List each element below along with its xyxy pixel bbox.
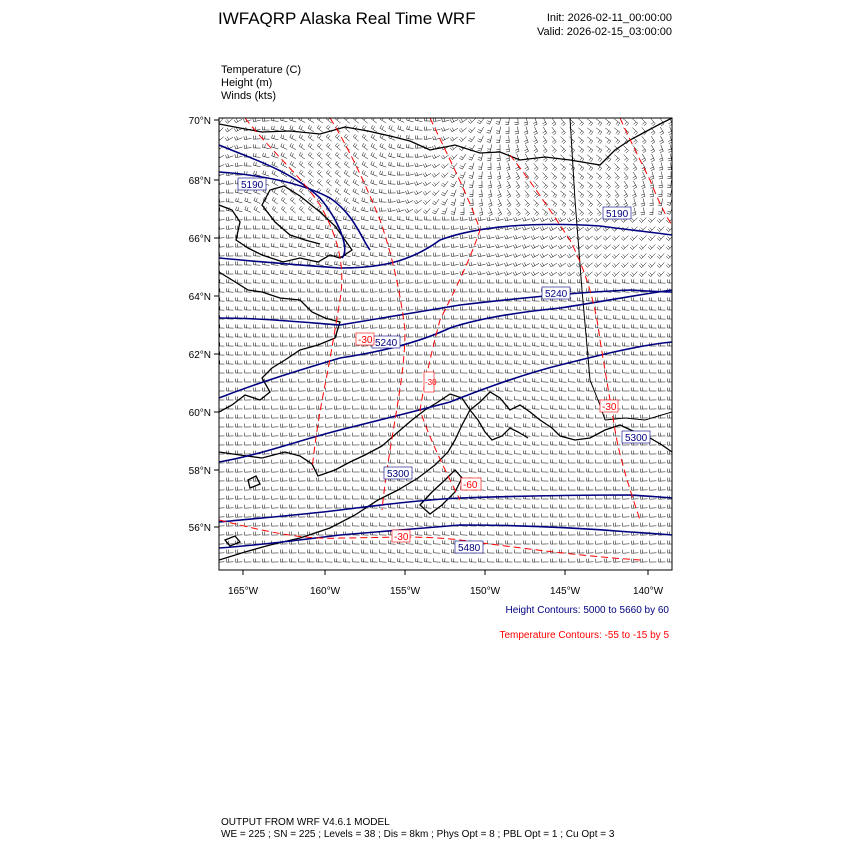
height-label: 5300 [625,433,648,444]
lat-label: 64°N [188,292,211,303]
lat-label: 56°N [188,523,211,534]
model-info-line1: OUTPUT FROM WRF V4.6.1 MODEL [221,817,390,828]
temperature-label: -30 [602,402,617,413]
temperature-label: -60 [463,480,478,491]
height-contours-note: Height Contours: 5000 to 5660 by 60 [505,605,669,616]
height-label: 5480 [458,543,481,554]
lat-label: 66°N [188,234,211,245]
height-label: 5300 [387,469,410,480]
temperature-label: -30 [425,378,437,387]
model-info-line2: WE = 225 ; SN = 225 ; Levels = 38 ; Dis = 8km ; Phys Opt = 8 ; PBL Opt = 1 ; Cu Opt = 3 [221,829,615,840]
lat-label: 62°N [188,350,211,361]
height-label: 5240 [545,289,568,300]
latitude-labels [189,116,211,534]
seward-peninsula-coast [219,186,352,262]
lon-label: 145°W [549,586,581,597]
init-time: Init: 2026-02-11_00:00:00 [546,12,672,24]
latitude-axis [214,120,219,527]
field-height-label: Height (m) [221,77,273,89]
island-2 [248,476,260,488]
temperature-label: -30 [358,335,373,346]
contour-labels [238,178,650,554]
lat-label: 68°N [188,176,211,187]
height-label: 5190 [606,209,629,220]
temperature-label: -30 [394,532,409,543]
lon-label: 155°W [389,586,421,597]
temperature-contours-note: Temperature Contours: -55 to -15 by 5 [499,630,669,641]
height-contours [219,145,672,548]
kodiak-island [420,470,462,514]
border-southeast [605,412,672,420]
lat-label: 58°N [188,466,211,477]
valid-time: Valid: 2026-02-15_03:00:00 [537,26,672,38]
lon-label: 150°W [469,586,501,597]
longitude-labels [228,586,664,597]
lon-label: 165°W [227,586,259,597]
lat-label: 70°N [188,116,211,127]
map-title: IWFAQRP Alaska Real Time WRF [218,9,476,28]
height-label: 5190 [241,180,264,191]
field-winds-label: Winds (kts) [221,90,276,102]
north-coast [219,118,672,165]
longitude-axis [243,570,648,575]
lon-label: 160°W [309,586,341,597]
field-temperature-label: Temperature (C) [221,64,302,76]
lon-label: 140°W [632,586,664,597]
height-label: 5240 [375,338,398,349]
lat-label: 60°N [188,408,211,419]
